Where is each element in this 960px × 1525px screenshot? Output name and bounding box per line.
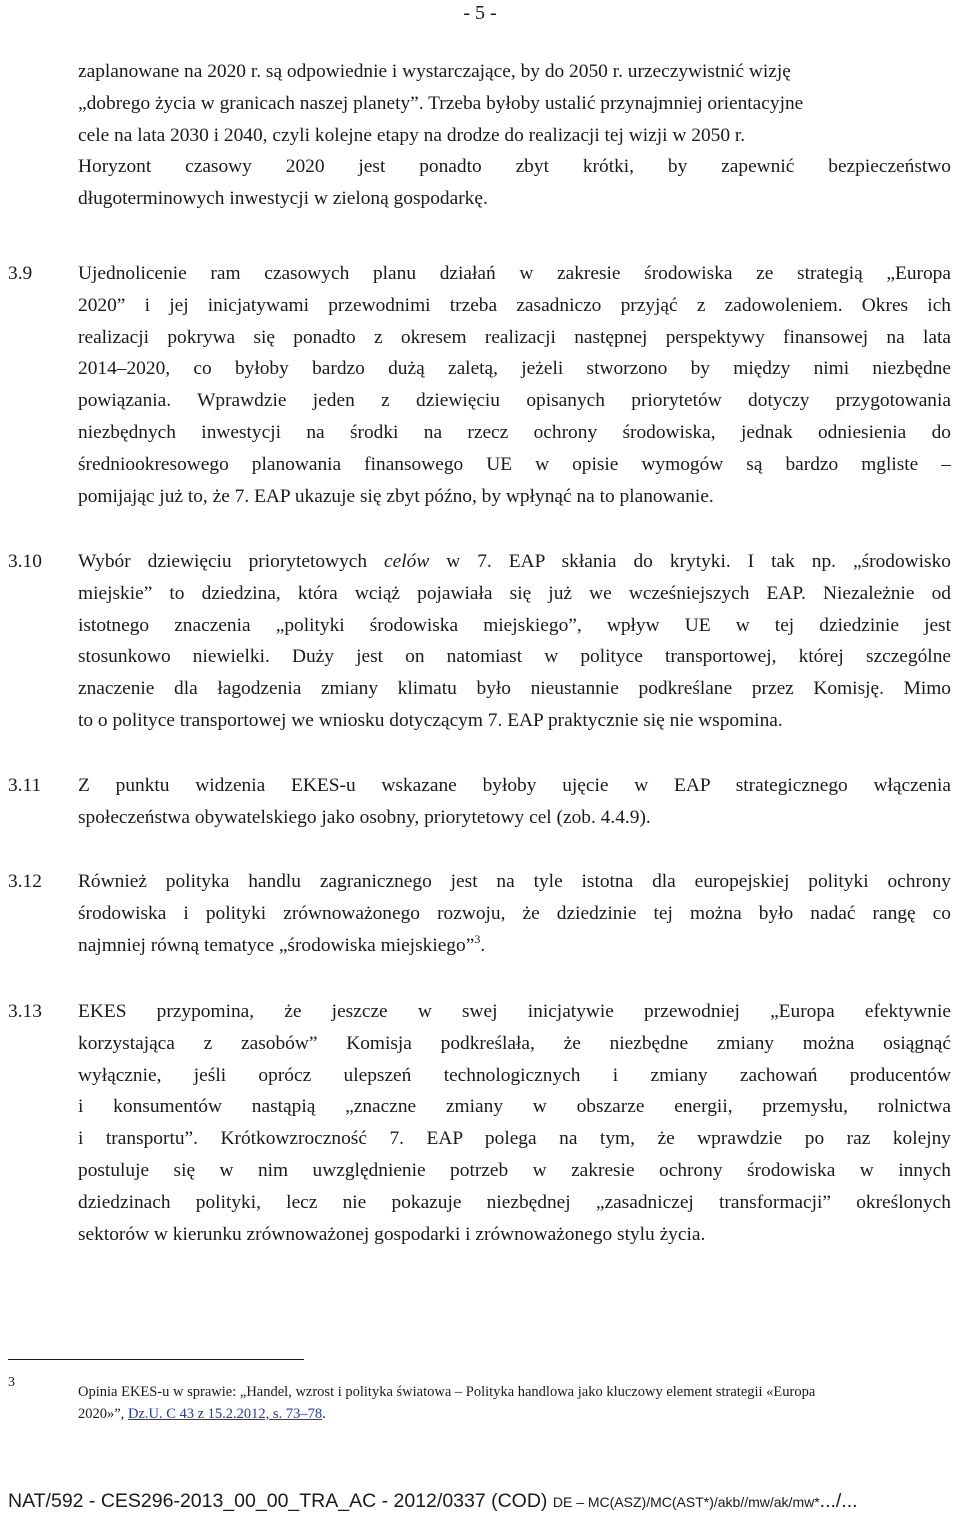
paragraph-number: 3.10 (8, 551, 42, 572)
continuation-mark: .../... (819, 1490, 858, 1512)
text-segment: najmniej równą tematyce „środowiska miejskiego” (78, 934, 475, 956)
text-line: dziedzinach polityki, lecz nie pokazuje niezbędnej „zasadniczej transformacji” określonych (78, 1191, 951, 1213)
text-line: Horyzont czasowy 2020 jest ponadto zbyt krótki, by zapewnić bezpieczeństwo (78, 156, 951, 178)
document-reference-footer (8, 1490, 858, 1513)
footnote-line: Opinia EKES-u w sprawie: „Handel, wzrost i polityka światowa – Polityka handlowa jako kluczowy element strategii «Europa (78, 1384, 816, 1400)
text-line: „dobrego życia w granicach naszej planety”. Trzeba byłoby ustalić przynajmniej orientacyjne (78, 92, 804, 114)
text-line: to o polityce transportowej we wniosku dotyczącym 7. EAP praktycznie się nie wspomina. (78, 709, 783, 731)
text-segment: . (322, 1406, 326, 1422)
text-line: zaplanowane na 2020 r. są odpowiednie i wystarczające, by do 2050 r. urzeczywistnić wizję (78, 61, 791, 82)
paragraph-3-11 (78, 770, 951, 834)
text-line: 2014–2020, co byłoby bardzo dużą zaletą, jeżeli stworzono by między nimi niezbędne (78, 358, 951, 380)
text-line: stosunkowo niewielki. Duży jest on natomiast w polityce transportowej, której szczególne (78, 646, 951, 668)
text-line: EKES przypomina, że jeszcze w swej inicjatywie przewodniej „Europa efektywnie (78, 1001, 951, 1022)
paragraph-number: 3.13 (8, 1001, 42, 1022)
footnote-divider (8, 1359, 304, 1360)
text-segment: Wybór dziewięciu priorytetowych (78, 551, 385, 572)
paragraph-3-13 (78, 996, 951, 1250)
official-journal-link[interactable]: Dz.U. C 43 z 15.2.2012, s. 73–78 (127, 1406, 323, 1422)
text-line: powiązania. Wprawdzie jeden z dziewięciu opisanych priorytetów dotyczy przygotowania (78, 390, 951, 412)
text-line: postuluje się w nim uwzględnienie potrzeb w zakresie ochrony środowiska w innych (78, 1159, 951, 1181)
paragraph-3-12 (78, 866, 951, 961)
footnote-mark: 3 (8, 1375, 15, 1390)
paragraph-3-9 (78, 258, 951, 512)
text-line: sektorów w kierunku zrównoważonej gospodarki i zrównoważonego stylu życia. (78, 1223, 706, 1245)
text-line: miejskie” to dziedzina, która wciąż pojawiała się już we wcześniejszych EAP. Niezależnie od (78, 582, 951, 604)
text-line: środowiska i polityki zrównoważonego rozwoju, że dziedzinie tej można było nadać rangę co (78, 902, 951, 924)
text-line: cele na lata 2030 i 2040, czyli kolejne etapy na drodze do realizacji tej wizji w 2050 r. (78, 124, 746, 146)
text-line: wyłącznie, jeśli oprócz ulepszeń technologicznych i zmiany zachowań producentów (78, 1064, 951, 1086)
text-line: korzystająca z zasobów” Komisja podkreślała, że niezbędne zmiany można osiągnąć (78, 1032, 951, 1054)
text-line: społeczeństwa obywatelskiego jako osobny, priorytetowy cel (zob. 4.4.9). (78, 806, 651, 828)
text-line: i konsumentów nastąpią „znaczne zmiany w obszarze energii, przemysłu, rolnictwa (78, 1096, 951, 1118)
text-line: niezbędnych inwestycji na środki na rzecz ochrony środowiska, jednak odniesienia do (78, 421, 951, 443)
document-code: NAT/592 - CES296-2013_00_00_TRA_AC - 2012/0337 (COD) (8, 1490, 548, 1512)
paragraph-number: 3.12 (8, 871, 42, 892)
text-line: znaczenie dla łagodzenia zmiany klimatu było nieustannie podkreślane przez Komisję. Mimo (78, 678, 951, 700)
italic-word: celów (384, 551, 430, 572)
text-line: długoterminowych inwestycji w zieloną gospodarkę. (78, 188, 488, 210)
page-number: - 5 - (463, 2, 497, 24)
intro-paragraph (78, 56, 951, 215)
language-code: DE – MC(ASZ)/MC(AST*)/akb//mw/ak/mw* (552, 1494, 820, 1510)
text-line: pomijając już to, że 7. EAP ukazuje się zbyt późno, by wpłynąć na to planowanie. (78, 485, 714, 507)
text-segment: w 7. EAP skłania do krytyki. I tak np. „środowisko (429, 551, 951, 572)
text-segment: 2020»”, (78, 1406, 128, 1422)
text-line (78, 930, 951, 962)
text-line (78, 546, 951, 578)
paragraph-3-10 (78, 546, 951, 737)
text-line: Z punktu widzenia EKES-u wskazane byłoby ujęcie w EAP strategicznego włączenia (78, 775, 951, 796)
footnote-line (78, 1403, 951, 1425)
text-line: Również polityka handlu zagranicznego jest na tyle istotna dla europejskiej polityki ochrony (78, 871, 951, 892)
text-line: istotnego znaczenia „polityki środowiska miejskiego”, wpływ UE w tej dziedzinie jest (78, 614, 951, 636)
text-segment: . (480, 934, 486, 956)
footnote-reference[interactable]: 3 (474, 931, 481, 946)
text-line: 2020” i jej inicjatywami przewodnimi trzeba zasadniczo przyjąć z zadowoleniem. Okres ich (78, 294, 951, 316)
text-line: realizacji pokrywa się ponadto z okresem realizacji następnej perspektywy finansowej na lata (78, 326, 951, 348)
footnote-text (78, 1381, 951, 1425)
paragraph-number: 3.11 (8, 775, 42, 796)
text-line: Ujednolicenie ram czasowych planu działań w zakresie środowiska ze strategią „Europa (78, 263, 951, 284)
paragraph-number: 3.9 (8, 263, 33, 284)
text-line: średniookresowego planowania finansowego UE w opisie wymogów są bardzo mgliste – (78, 453, 951, 475)
text-line: i transportu”. Krótkowzroczność 7. EAP polega na tym, że wprawdzie po raz kolejny (78, 1128, 951, 1150)
